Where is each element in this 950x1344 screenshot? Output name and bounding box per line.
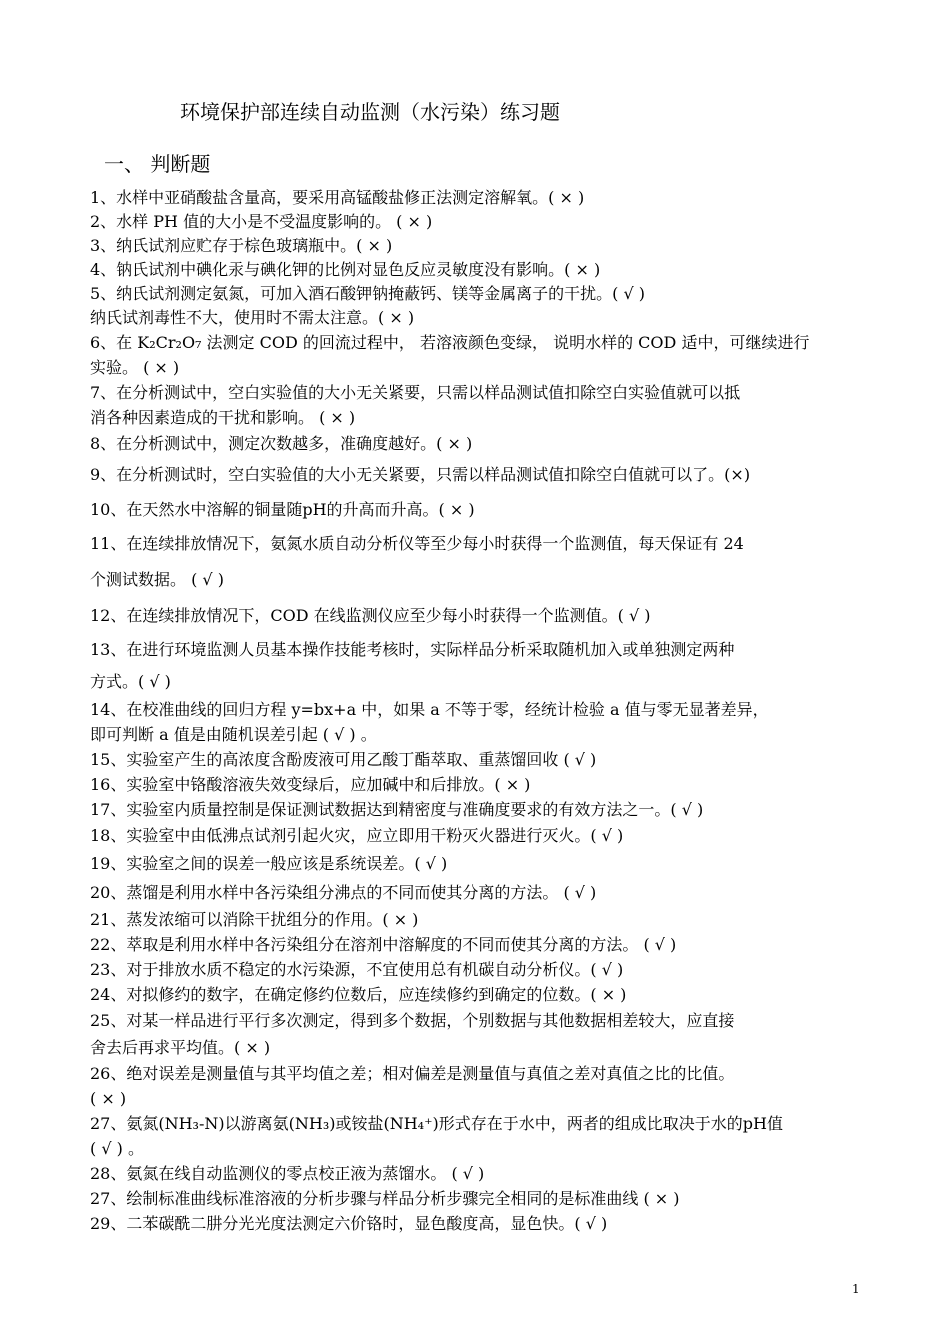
question-line: 21、蒸发浓缩可以消除干扰组分的作用。( × ): [90, 910, 419, 929]
question-line: 8、在分析测试中，测定次数越多，准确度越好。( × ): [90, 434, 473, 453]
question-line: 4、钠氏试剂中碘化汞与碘化钾的比例对显色反应灵敏度没有影响。( × ): [90, 260, 601, 279]
question-line: 9、在分析测试时，空白实验值的大小无关紧要，只需以样品测试值扣除空白值就可以了。(×): [90, 465, 751, 484]
page-title: 环境保护部连续自动监测（水污染）练习题: [180, 100, 560, 124]
question-line: 纳氏试剂毒性不大，使用时不需太注意。( × ): [90, 308, 415, 327]
question-line: 14、在校准曲线的回归方程 y=bx+a 中，如果 a 不等于零，经统计检验 a 值与零无显著差异，: [90, 700, 769, 719]
question-line: 16、实验室中铬酸溶液失效变绿后，应加碱中和后排放。( × ): [90, 775, 531, 794]
question-line: 27、氨氮(NH₃-N)以游离氨(NH₃)或铵盐(NH₄⁺)形式存在于水中，两者的组成比取决于水的pH值: [90, 1114, 783, 1133]
question-line: ( √ ) 。: [90, 1139, 144, 1158]
question-line: 29、二苯碳酰二肼分光光度法测定六价铬时，显色酸度高，显色快。( √ ): [90, 1214, 608, 1233]
question-list: [90, 186, 870, 1236]
page-number: 1: [852, 1282, 860, 1296]
question-line: 19、实验室之间的误差一般应该是系统误差。( √ ): [90, 854, 448, 873]
question-line: 舍去后再求平均值。( × ): [90, 1038, 271, 1057]
question-line: 15、实验室产生的高浓度含酚废液可用乙酸丁酯萃取、重蒸馏回收 ( √ ): [90, 750, 597, 769]
question-line: 11、在连续排放情况下，氨氮水质自动分析仪等至少每小时获得一个监测值，每天保证有 24: [90, 534, 744, 553]
question-line: 6、在 K₂Cr₂O₇ 法测定 COD 的回流过程中， 若溶液颜色变绿， 说明水样的 COD 适中，可继续进行: [90, 333, 810, 352]
question-line: 即可判断 a 值是由随机误差引起 ( √ ) 。: [90, 725, 377, 744]
question-line: 17、实验室内质量控制是保证测试数据达到精密度与准确度要求的有效方法之一。( √ ): [90, 800, 704, 819]
question-line: 23、对于排放水质不稳定的水污染源，不宜使用总有机碳自动分析仪。( √ ): [90, 960, 624, 979]
question-line: 25、对某一样品进行平行多次测定，得到多个数据，个别数据与其他数据相差较大，应直接: [90, 1011, 735, 1030]
question-line: 13、在进行环境监测人员基本操作技能考核时，实际样品分析采取随机加入或单独测定两种: [90, 640, 735, 659]
question-line: 消各种因素造成的干扰和影响。 ( × ): [90, 408, 356, 427]
question-line: 28、氨氮在线自动监测仪的零点校正液为蒸馏水。 ( √ ): [90, 1164, 485, 1183]
question-line: 10、在天然水中溶解的铜量随pH的升高而升高。( × ): [90, 500, 475, 519]
question-line: 5、纳氏试剂测定氨氮，可加入酒石酸钾钠掩蔽钙、镁等金属离子的干扰。( √ ): [90, 284, 646, 303]
question-line: 实验。 ( × ): [90, 358, 180, 377]
question-line: 方式。( √ ): [90, 672, 171, 691]
question-line: 1、水样中亚硝酸盐含量高，要采用高锰酸盐修正法测定溶解氧。( × ): [90, 188, 585, 207]
question-line: 27、绘制标准曲线标准溶液的分析步骤与样品分析步骤完全相同的是标准曲线 ( × ): [90, 1189, 680, 1208]
question-line: 26、绝对误差是测量值与其平均值之差；相对偏差是测量值与真值之差对真值之比的比值。: [90, 1064, 735, 1083]
question-line: 18、实验室中由低沸点试剂引起火灾，应立即用干粉灭火器进行灭火。( √ ): [90, 826, 624, 845]
question-line: 22、萃取是利用水样中各污染组分在溶剂中溶解度的不同而使其分离的方法。 ( √ ): [90, 935, 677, 954]
question-line: 2、水样 PH 值的大小是不受温度影响的。 ( × ): [90, 212, 433, 231]
question-line: 7、在分析测试中，空白实验值的大小无关紧要，只需以样品测试值扣除空白实验值就可以抵: [90, 383, 741, 402]
question-line: 个测试数据。 ( √ ): [90, 570, 224, 589]
question-line: 20、蒸馏是利用水样中各污染组分沸点的不同而使其分离的方法。 ( √ ): [90, 883, 597, 902]
question-line: ( × ): [90, 1089, 127, 1108]
question-line: 24、对拟修约的数字，在确定修约位数后，应连续修约到确定的位数。( × ): [90, 985, 627, 1004]
question-line: 3、纳氏试剂应贮存于棕色玻璃瓶中。( × ): [90, 236, 393, 255]
question-line: 12、在连续排放情况下，COD 在线监测仪应至少每小时获得一个监测值。( √ ): [90, 606, 651, 625]
section-heading: 一、 判断题: [104, 152, 211, 176]
